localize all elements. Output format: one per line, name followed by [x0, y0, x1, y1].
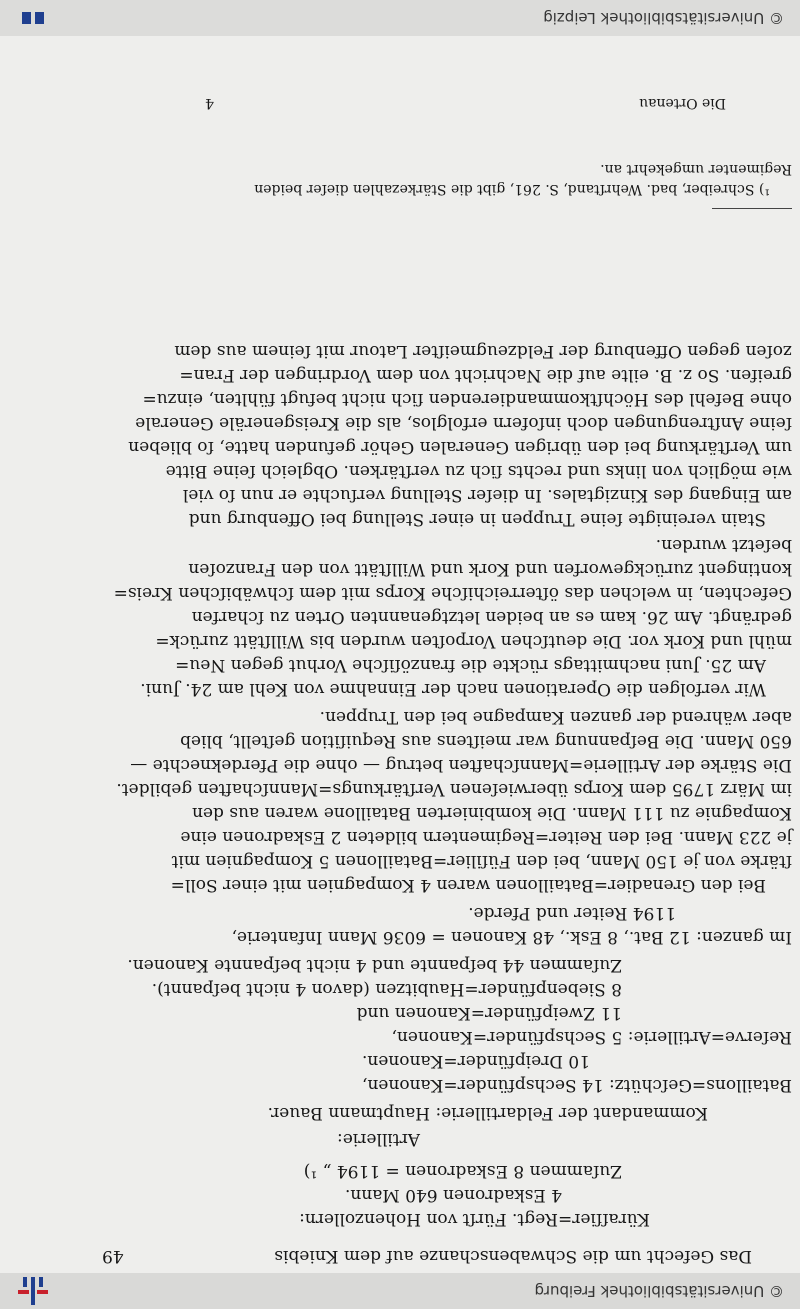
text-line: Zuſammen 44 beſpannte und 4 nicht beſpannte Kanonen.: [127, 955, 622, 975]
text-line: gedrängt. Am 26. kam es an beiden letztgenannten Orten zu ſcharfen: [191, 607, 792, 627]
top-bar: [0, 1273, 800, 1309]
text-line: zoſen gegen Offenburg der Feldzeugmeiſter Latour mit ſeinem aus dem: [174, 341, 792, 361]
text-line: 1194 Reiter und Pferde.: [468, 903, 676, 923]
text-line: Gefechten, in welchen das öſterreichiſche Korps mit dem ſchwäbiſchen Kreis=: [113, 583, 792, 603]
text-line: am Eingang des Kinzigtales. In dieſer Stellung verſuchte er nun ſo viel: [182, 485, 792, 505]
page-number: 49: [102, 1246, 124, 1266]
text-line: Kommandant der Feldartillerie: Hauptmann Bauer.: [267, 1103, 708, 1123]
library-logo-icon: [18, 4, 48, 32]
text-line: Zuſammen 8 Eskadronen = 1194 „ ¹): [303, 1161, 622, 1181]
text-line: Kompagnie zu 111 Mann. Die kombinierten Bataillone waren aus den: [192, 803, 792, 823]
text-line: je 223 Mann. Bei den Reiter=Regimentern bildeten 2 Eskadronen eine: [180, 827, 792, 847]
text-line: 4 Eskadronen 640 Mann.: [344, 1185, 562, 1205]
text-line: aber während der ganzen Kampagne bei den Truppen.: [319, 707, 792, 727]
text-line: kontingent zurückgeworfen und Kork und Willſtätt von den Franzoſen: [188, 559, 792, 579]
text-line: Reſerve=Artillerie: 5 Sechspfünder=Kanonen,: [391, 1027, 792, 1047]
text-line: Im ganzen: 12 Bat., 8 Esk., 48 Kanonen = 6036 Mann Infanterie,: [231, 927, 792, 947]
text-line: 10 Dreipfünder=Kanonen.: [361, 1051, 590, 1071]
text-line: ohne Befehl des Höchſtkommandierenden ſich nicht befugt fühlten, einzu=: [142, 389, 792, 409]
text-line: 11 Zweipfünder=Kanonen und: [356, 1003, 622, 1023]
footnote-rule: [712, 208, 792, 209]
running-header: Das Gefecht um die Schwabenschanze auf dem Kniebis 49: [102, 1246, 752, 1266]
text-line: Küraſſier=Regt. Fürſt von Hohenzollern:: [299, 1209, 650, 1229]
footer-sheet-number: 4: [205, 95, 214, 111]
text-line: wie möglich von links und rechts ſich zu verſtärken. Obgleich ſeine Bitte: [165, 461, 792, 481]
footnote-line: Regimenter umgekehrt an.: [600, 161, 792, 177]
copyright-notice-leipzig: © Universitätsbibliothek Leipzig: [543, 9, 784, 27]
text-line: ſtärke von je 150 Mann, bei den Füſilier=Bataillonen 5 Kompagnien mit: [171, 851, 792, 871]
text-line: greifen. So z. B. eilte auf die Nachricht von dem Vordringen der Fran=: [179, 365, 792, 385]
footnote-line: ¹) Schreiber, bad. Wehrſtand, S. 261, gibt die Stärkezahlen dieſer beiden: [254, 181, 770, 197]
text-line: Stain vereinigte ſeine Truppen in einer Stellung bei Offenburg und: [188, 509, 766, 529]
text-line: 8 Siebenpfünder=Haubitzen (davon 4 nicht beſpannt).: [151, 979, 622, 999]
text-line: Artillerie:: [337, 1129, 420, 1149]
text-line: Am 25. Juni nachmittags rückte die franzöſiſche Vorhut gegen Neu=: [175, 655, 766, 675]
text-line: beſetzt wurden.: [655, 535, 792, 555]
scanned-page: [0, 36, 800, 1273]
text-line: um Verſtärkung bei den übrigen Generalen Gehör gefunden hatte, ſo blieben: [128, 437, 792, 457]
text-line: 650 Mann. Die Beſpannung war meiſtens aus Requiſition geſtellt, blieb: [180, 731, 792, 751]
text-line: Bei den Grenadier=Bataillonen waren 4 Kompagnien mit einer Soll=: [170, 875, 766, 895]
bottom-bar: [0, 0, 800, 36]
footer-journal-title: Die Ortenau: [639, 95, 726, 111]
text-line: im März 1795 dem Korps überwieſenen Verſtärkungs=Mannſchaften gebildet.: [116, 779, 792, 799]
text-line: Wir verfolgen die Operationen nach der Einnahme von Kehl am 24. Juni.: [140, 679, 766, 699]
text-line: mühl und Kork vor. Die deutſchen Vorpoſten wurden bis Willſtätt zurück=: [155, 631, 792, 651]
text-line: Bataillons=Geſchütz: 14 Sechspfünder=Kanonen,: [361, 1075, 792, 1095]
text-line: ſeine Anſtrengungen doch inſofern erfolglos, als die Kreisgeneräle Generale: [135, 413, 792, 433]
text-line: Die Stärke der Artillerie=Mannſchaften betrug — ohne die Pferdeknechte —: [130, 755, 792, 775]
ub-freiburg-logo-icon: [18, 1277, 48, 1305]
copyright-notice: © Universitätsbibliothek Freiburg: [534, 1282, 784, 1300]
